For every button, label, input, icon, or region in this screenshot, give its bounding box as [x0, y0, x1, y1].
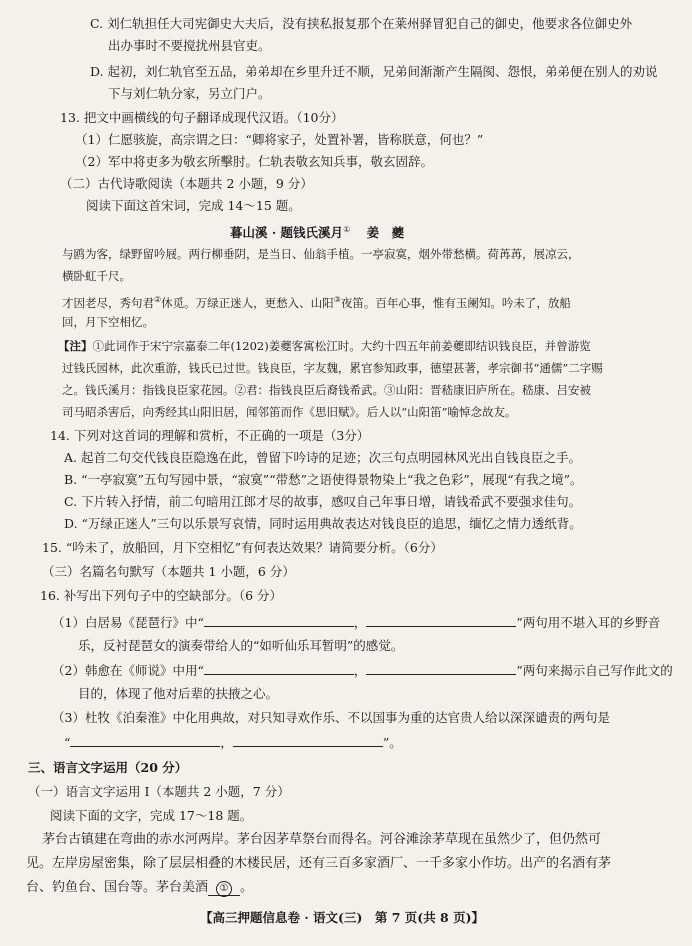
poem-line-2: 横卧虹千尺。: [62, 269, 131, 283]
q16-s1-line1: [52, 614, 660, 631]
q16-s2-suffix: ”两句来揭示自己写作此文的: [516, 663, 673, 678]
q12-option-c-line2: 出办事时不要搅扰州县官吏。: [108, 38, 271, 53]
q12-option-d-line2: 下与刘仁轨分家，另立门户。: [108, 86, 271, 101]
q16-blank-5[interactable]: [70, 734, 220, 747]
q16-s2-line2: 目的，体现了他对后辈的扶掖之心。: [78, 686, 279, 701]
q13-sentence-2: （2）军中将吏多为敬玄所擊肘。仁轨表敬玄知兵事，敬玄固辞。: [75, 154, 433, 169]
note-label: 【注】: [58, 339, 93, 353]
q16-s3-open-quote: “: [64, 735, 71, 750]
q14-stem: 14. 下列对这首词的理解和赏析，不正确的一项是（3分）: [50, 428, 370, 443]
part3-intro: 阅读下面的文字，完成 17～18 题。: [50, 808, 253, 823]
poem-title-note-mark: ①: [343, 225, 351, 234]
q14-option-d: D. “万绿正迷人”三句以乐景写哀情，同时运用典故表达对钱良臣的追思，缅忆之情力透纸背。: [64, 516, 582, 531]
poetry-section-heading: （二）古代诗歌阅读（本题共 2 小题，9 分）: [60, 176, 313, 191]
poem-title-text: 暮山溪 · 题钱氏溪月: [230, 225, 344, 241]
passage-line-1: 茅台古镇建在弯曲的赤水河两岸。茅台因茅草祭台而得名。河谷滩涂茅草现在虽然少了，但仍然可: [42, 832, 602, 847]
poem-line-3c: 夜笛。百年心事，惟有玉阑知。吟未了，放船: [340, 295, 571, 310]
q14-option-a: A. 起首二句交代钱良臣隐逸在此，曾留下吟诗的足迹；次三句点明园林风光出自钱良臣之手。: [64, 450, 581, 465]
q14-option-b: B. “一亭寂寞”五句写园中景，“寂寞”“带愁”之语使得景物染上“我之色彩”，展现“有我之境”。: [64, 472, 583, 487]
part3-subheading: （一）语言文字运用 Ⅰ（本题共 2 小题，7 分）: [28, 784, 290, 799]
q16-blank-4[interactable]: [366, 662, 516, 675]
poem-line-3a: 才因老尽，秀句君: [62, 295, 154, 310]
poem-line-4: 回，月下空相忆。: [62, 315, 154, 329]
part3-heading: 三、语言文字运用（20 分）: [28, 760, 188, 775]
q13-stem: 13. 把文中画横线的句子翻译成现代汉语。（10分）: [60, 110, 344, 125]
note-line-2: 过钱氏园林，此次重游，钱氏已过世。钱良臣，字友魏，累官参知政事，德望甚著，孝宗御书“通儒”二字赐: [62, 361, 603, 375]
q16-s3-close-quote: ”。: [382, 735, 402, 750]
blank-number-marker: ①: [216, 881, 232, 897]
poem-note-mark-2: ②: [154, 295, 162, 304]
passage-line-3-end: 。: [240, 880, 254, 895]
q12-option-d-line1: D. 起初，刘仁轨官至五品，弟弟却在乡里升迁不顺，兄弟间渐渐产生隔阂、怨恨，弟弟便在别人的劝说: [90, 64, 658, 79]
q12-option-c-line1: C. 刘仁轨担任大司宪御史大夫后，没有挟私报复那个在莱州驿冒犯自己的御史，他要求各位御史外: [90, 16, 633, 31]
memorize-heading: （三）名篇名句默写（本题共 1 小题，6 分）: [42, 564, 295, 579]
poem-line-1: 与鸥为客，绿野留吟屐。两行柳垂阴，是当日、仙翁手植。一亭寂寞，烟外带愁横。荷苒苒，展凉云，: [62, 247, 580, 261]
q16-s3-comma: ，: [220, 735, 233, 750]
poem-line-3b: 休觅。万绿正迷人，更愁入、山阳: [161, 295, 334, 310]
note-line-3: 之。钱氏溪月：指钱良臣家花园。②君：指钱良臣后裔钱希武。③山阳：晋嵇康旧庐所在。嵇康、吕安被: [62, 383, 591, 397]
note-line-1: [58, 338, 591, 354]
q13-sentence-1: （1）仁愿骇旋，高宗谓之曰：“卿将家子，处置补署，皆称朕意，何也？”: [75, 132, 484, 147]
q16-stem: 16. 补写出下列句子中的空缺部分。（6 分）: [40, 588, 283, 603]
q16-blank-1[interactable]: [204, 614, 354, 627]
passage-line-2: 见。左岸房屋密集，除了层层相叠的木楼民居，还有三百多家酒厂、一千多家小作坊。出产的名酒有茅: [26, 856, 612, 871]
passage-line-3-text: 台、钓鱼台、国台等。茅台美酒: [26, 880, 209, 895]
q14-option-c: C. 下片转入抒情，前二句暗用江郎才尽的故事，感叹自己年事日增，请钱希武不要强求佳句。: [64, 494, 582, 509]
passage-blank-1[interactable]: [208, 880, 240, 896]
q16-s3-line2: [64, 734, 402, 751]
q16-s3-line1: （3）杜牧《泊秦淮》中化用典故，对只知寻欢作乐、不以国事为重的达官贵人给以深深谴责的两句是: [52, 710, 610, 725]
q15-stem: 15. “吟未了，放船回，月下空相忆”有何表达效果？请简要分析。（6分）: [42, 540, 443, 555]
note-line-1-text: ①此词作于宋宁宗嘉泰二年(1202)姜夔客寓松江时。大约十四五年前姜夔即结识钱良臣，并曾游览: [92, 339, 591, 353]
q16-s1-suffix: ”两句用不堪入耳的乡野音: [516, 615, 661, 630]
poem-line-3: [62, 292, 571, 311]
passage-line-3: [26, 880, 253, 897]
poem-author: 姜 夔: [366, 225, 405, 241]
note-line-4: 司马昭杀害后，向秀经其山阳旧居，闻邻笛而作《思旧赋》。后人以“山阳笛”喻悼念故友。: [62, 405, 517, 419]
q16-s2-comma: ，: [353, 663, 367, 678]
poetry-section-intro: 阅读下面这首宋词，完成 14～15 题。: [86, 198, 301, 213]
q16-blank-2[interactable]: [366, 614, 516, 627]
q16-s1-prefix: （1）白居易《琵琶行》中“: [52, 615, 204, 630]
page-footer: 【高三押题信息卷 · 语文(三) 第 7 页(共 8 页)】: [200, 910, 485, 925]
q16-blank-3[interactable]: [204, 662, 354, 675]
q16-blank-6[interactable]: [233, 734, 383, 747]
poem-note-mark-3: ③: [333, 295, 341, 304]
q16-s2-prefix: （2）韩愈在《师说》中用“: [52, 663, 204, 678]
q16-s2-line1: [52, 662, 673, 679]
q16-s1-comma: ，: [353, 615, 367, 630]
q16-s1-line2: 乐，反衬琵琶女的演奏带给人的“如听仙乐耳暂明”的感觉。: [78, 638, 404, 653]
poem-title: [230, 222, 404, 241]
